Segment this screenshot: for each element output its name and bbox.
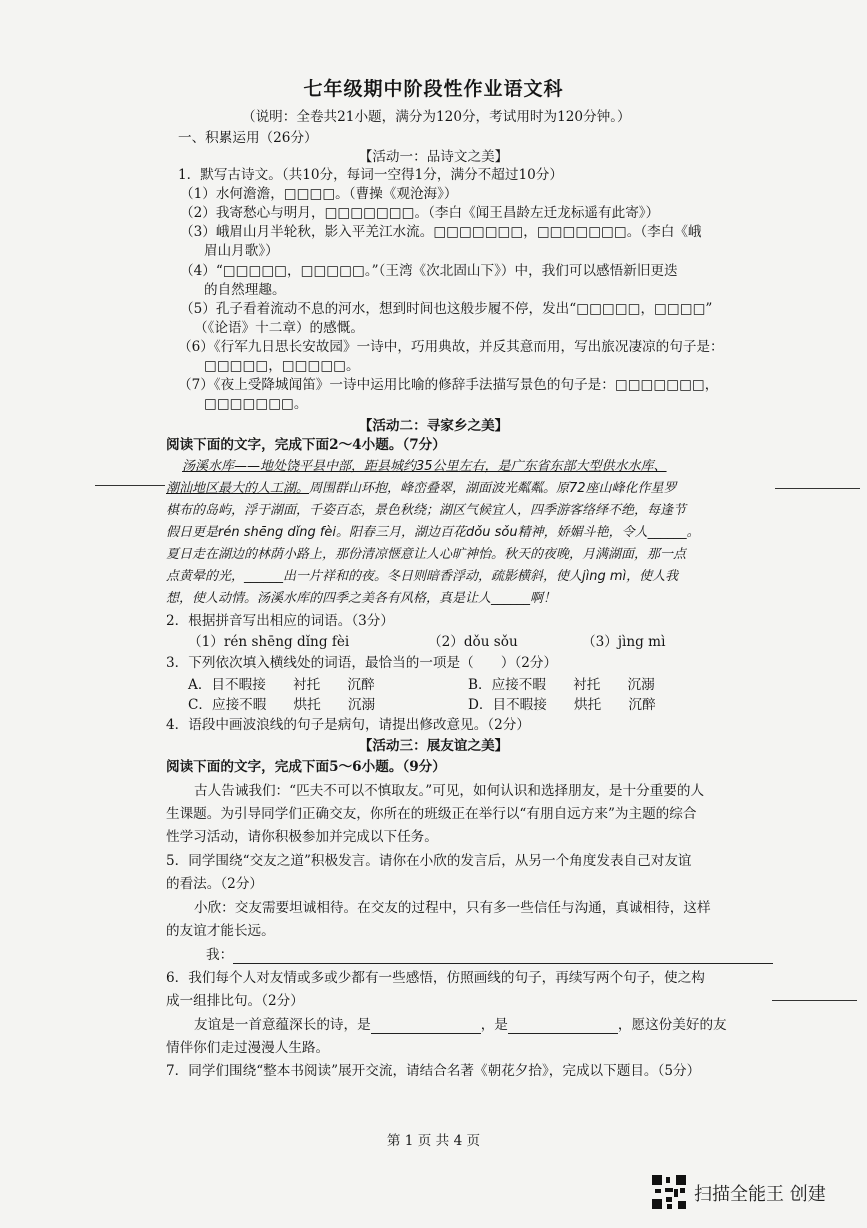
question-2-item-3: （3）jìng mì bbox=[582, 634, 666, 650]
answer-line bbox=[206, 946, 773, 964]
exam-instructions: （说明：全卷共21小题，满分为120分，考试用时为120分钟。） bbox=[242, 109, 631, 125]
question-1-item-3: （3）峨眉山月半轮秋，影入平羌江水流。□□□□□□□，□□□□□□□。（李白《峨 bbox=[180, 224, 702, 240]
page-title: 七年级期中阶段性作业语文科 bbox=[303, 78, 564, 100]
page-number: 第 1 页 共 4 页 bbox=[386, 1133, 481, 1149]
underlined-sentence: 潮汕地区最大的人工湖。 bbox=[166, 481, 310, 496]
answer-blank[interactable] bbox=[508, 1019, 618, 1034]
qr-code-icon bbox=[652, 1175, 686, 1209]
question-6-cont: 成一组排比句。（2分） bbox=[166, 993, 304, 1009]
answer-blank[interactable] bbox=[233, 949, 773, 964]
question-3-option-a: A．目不暇接 衬托 沉醉 bbox=[188, 677, 375, 693]
passage-line bbox=[166, 480, 677, 498]
sentence-mid: ，是 bbox=[480, 1017, 508, 1033]
question-1-item-6: （6）《行军九日思长安故园》一诗中，巧用典故，并反其意而用，写出旅况凄凉的句子是： bbox=[178, 339, 724, 355]
question-1-item-6-cont: □□□□□，□□□□□。 bbox=[204, 358, 360, 374]
question-5: 5．同学围绕“交友之道”积极发言。请你在小欣的发言后，从另一个角度发表自己对友谊 bbox=[166, 853, 692, 869]
question-1-item-5-cont: （《论语》十二章）的感慨。 bbox=[194, 320, 364, 336]
fold-line bbox=[775, 488, 860, 489]
sentence-end: ，愿这份美好的友 bbox=[617, 1017, 727, 1033]
question-2: 2．根据拼音写出相应的词语。（3分） bbox=[166, 613, 394, 629]
body-text: 生课题。为引导同学们正确交友，你所在的班级正在举行以“有朋自远方来”为主题的综合 bbox=[166, 806, 697, 822]
question-7: 7．同学们围绕“整本书阅读”展开交流，请结合名著《朝花夕拾》，完成以下题目。（5分） bbox=[166, 1063, 701, 1079]
passage-text: 周围群山环抱，峰峦叠翠，湖面波光粼粼。原72座山峰化作星罗 bbox=[309, 481, 677, 496]
sentence-start: 友谊是一首意蕴深长的诗，是 bbox=[194, 1017, 371, 1033]
answer-label: 我： bbox=[206, 947, 234, 963]
body-text: 古人告诫我们：“匹夫不可以不慎取友。”可见，如何认识和选择朋友，是十分重要的人 bbox=[194, 783, 705, 799]
question-1: 1．默写古诗文。（共10分，每词一空得1分，满分不超过10分） bbox=[178, 167, 563, 183]
activity-three-heading: 【活动三：展友谊之美】 bbox=[358, 738, 509, 754]
question-1-item-4: （4）“□□□□□，□□□□□。”（王湾《次北固山下》）中，我们可以感悟新旧更迭 bbox=[180, 263, 678, 279]
question-3-option-c: C．应接不暇 烘托 沉溺 bbox=[188, 697, 376, 713]
question-1-item-7: （7）《夜上受降城闻笛》一诗中运用比喻的修辞手法描写景色的句子是：□□□□□□□， bbox=[178, 377, 719, 393]
activity-one-heading: 【活动一：品诗文之美】 bbox=[358, 149, 509, 165]
answer-blank[interactable] bbox=[371, 1019, 481, 1034]
question-3: 3．下列依次填入横线处的词语，最恰当的一项是（ ）（2分） bbox=[166, 655, 558, 671]
dialogue-text: 小欣：交友需要坦诚相待。在交友的过程中，只有多一些信任与沟通，真诚相待，这样 bbox=[194, 900, 711, 916]
passage-line bbox=[182, 458, 667, 476]
question-1-item-3-cont: 眉山月歌》） bbox=[204, 243, 279, 259]
reading-instruction-2-4: 阅读下面的文字，完成下面2～4小题。（7分） bbox=[166, 437, 446, 453]
question-2-item-1: （1）rén shēng dǐng fèi bbox=[188, 634, 350, 650]
question-3-option-b: B．应接不暇 衬托 沉溺 bbox=[468, 677, 655, 693]
fold-line bbox=[95, 485, 165, 486]
question-2-item-2: （2）dǒu sǒu bbox=[428, 634, 518, 650]
question-4: 4．语段中画波浪线的句子是病句，请提出修改意见。（2分） bbox=[166, 717, 530, 733]
fill-in-sentence bbox=[194, 1016, 727, 1034]
passage-line: 想，使人动情。汤溪水库的四季之美各有风格，真是让人______啊！ bbox=[166, 591, 557, 606]
dialogue-text: 的友谊才能长远。 bbox=[166, 923, 275, 939]
passage-line: 假日更是rén shēng dǐng fèi。阳春三月，湖边百花dǒu sǒu精神，娇媚斗艳，令人______。 bbox=[166, 525, 700, 540]
question-1-item-5: （5）孔子看着流动不息的河水，想到时间也这般步履不停，发出“□□□□□，□□□□” bbox=[180, 301, 713, 317]
question-6: 6．我们每个人对友情或多或少都有一些感悟，仿照画线的句子，再续写两个句子，使之构 bbox=[166, 970, 705, 986]
question-1-item-4-cont: 的自然理趣。 bbox=[204, 282, 286, 298]
activity-two-heading: 【活动二：寻家乡之美】 bbox=[358, 418, 509, 434]
passage-line: 点黄晕的光，______出一片祥和的夜。冬日则暗香浮动，疏影横斜，使人jìng mì，使人我 bbox=[166, 569, 679, 584]
question-1-item-7-cont: □□□□□□□。 bbox=[204, 396, 308, 412]
passage-line: 棋布的岛屿，浮于湖面，千姿百态，景色秋绕；湖区气候宜人，四季游客络绎不绝，每逢节 bbox=[166, 503, 687, 518]
body-text: 性学习活动，请你积极参加并完成以下任务。 bbox=[166, 829, 438, 845]
fold-line bbox=[772, 1000, 857, 1001]
passage-line: 夏日走在湖边的林荫小路上，那份清凉惬意让人心旷神怡。秋天的夜晚，月满湖面，那一点 bbox=[166, 547, 687, 562]
question-1-item-1: （1）水何澹澹，□□□□。（曹操《观沧海》） bbox=[180, 186, 458, 202]
scanner-watermark: 扫描全能王 创建 bbox=[694, 1184, 826, 1205]
fill-in-sentence-cont: 情伴你们走过漫漫人生路。 bbox=[166, 1040, 330, 1056]
question-5-cont: 的看法。（2分） bbox=[166, 876, 264, 892]
section-heading: 一、积累运用（26分） bbox=[178, 130, 318, 146]
reading-instruction-5-6: 阅读下面的文字，完成下面5～6小题。（9分） bbox=[166, 759, 446, 775]
underlined-sentence: 汤溪水库——地处饶平县中部，距县城约35公里左右，是广东省东部大型供水水库、 bbox=[182, 459, 667, 474]
question-1-item-2: （2）我寄愁心与明月，□□□□□□□。（李白《闻王昌龄左迁龙标遥有此寄》） bbox=[180, 205, 660, 221]
question-3-option-d: D．目不暇接 烘托 沉醉 bbox=[468, 697, 656, 713]
